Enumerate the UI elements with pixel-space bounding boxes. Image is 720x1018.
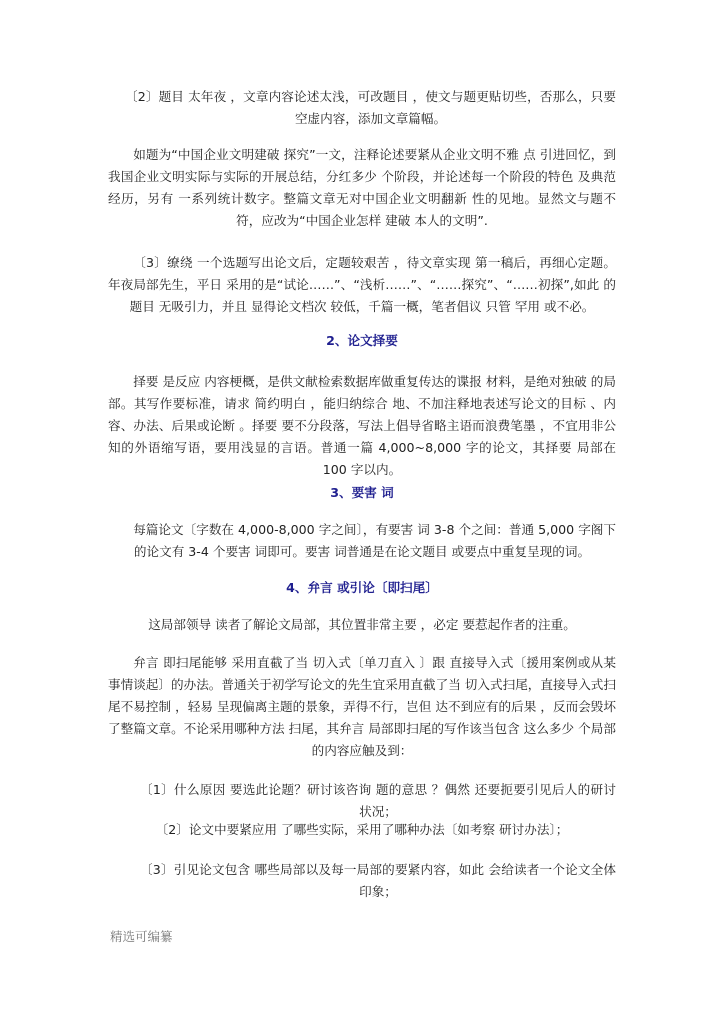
paragraph-example: 如题为“中国企业文明建破 探究”一文，注释论述要紧从企业文明不雅 点 引进回忆，到我国企业文明实际与实际的开展总结，分红多少 个阶段，并论述每一个阶段的特色 及典范 经历，另有 一系列统计数字。整篇文章无对中国企业文明翻新 性的见地。显然文与题不符，应改为“中国企业怎样 建破 本人的文明”. (108, 147, 616, 228)
list-item-2: 〔2〕论文中要紧应用 了哪些实际，采用了哪种办法〔如考察 研讨办法〕； (155, 822, 569, 837)
paragraph-keywords: 每篇论文〔字数在 4,000-8,000 字之间〕，有要害 词 3-8 个之间：普通 5,000 字阁下的论文有 3-4 个要害 词即可。要害 词普通是在论文题目 或要点中重复呈现的词。 (133, 522, 616, 559)
paragraph-intro-purpose: 这局部领导 读者了解论文局部，其位置非常主要 ，必定 要惹起作者的注重。 (148, 617, 576, 632)
paragraph-title-too-broad: 〔2〕题目 太年夜 ，文章内容论述太浅，可改题目 ，使文与题更贴切些，否那么，只要空虚内容，添加文章篇幅。 (125, 89, 616, 126)
list-item-3: 〔3〕引见论文包含 哪些局部以及每一局部的要紧内容，如此 会给读者一个论文全体印象； (140, 862, 616, 899)
heading-abstract: 2、论文择要 (326, 333, 398, 348)
paragraph-intro-methods: 弁言 即扫尾能够 采用直截了当 切入式〔单刀直入 〕跟 直接导入式〔援用案例或从某事情谈起〕的办法。普通关于初学写论文的先生宜采用直截了当 切入式扫尾，直接导入式扫尾不易控制 ，轻易 呈现偏离主题的景象，弄得不行，岂但 达不到应有的后果 ，反而会毁坏了整篇文章。不论采用哪种方法 扫尾，其弁言 局部即扫尾的写作该当包含 这么多少 个局部的内容应触及到： (108, 655, 616, 758)
paragraph-title-after-draft: 〔3〕缭绕 一个选题写出论文后，定题较艰苦 ，待文章实现 第一稿后，再细心定题。年夜局部先生，平日 采用的是“试论……”、“浅析……”、“……探究”、“……初探”,如此 的题目 无吸引力，并且 显得论文档次 较低，千篇一概，笔者倡议 只管 罕用 或不必。 (108, 255, 616, 314)
footer-note: 精选可编纂 (110, 929, 173, 944)
list-item-1: 〔1〕什么原因 要选此论题？研讨该咨询 题的意思 ？偶然 还要扼要引见后人的研讨状况； (140, 782, 616, 819)
heading-introduction: 4、弁言 或引论〔即扫尾〕 (286, 580, 438, 595)
paragraph-abstract: 择要 是反应 内容梗概，是供文献检索数据库做重复传达的谍报 材料，是绝对独破 的局部。其写作要标准，请求 简约明白 ，能归纳综合 地、不加注释地表述写论文的目标 、内容、办法、后果或论断 。择要 要不分段落，写法上倡导省略主语而浪费笔墨 ，不宜用非公知的外语缩写语，要用浅显的言语。普通一篇 4,000~8,000 字的论文，其择要 局部在 100 字以内。 (108, 374, 616, 477)
heading-keywords: 3、要害 词 (330, 485, 394, 500)
